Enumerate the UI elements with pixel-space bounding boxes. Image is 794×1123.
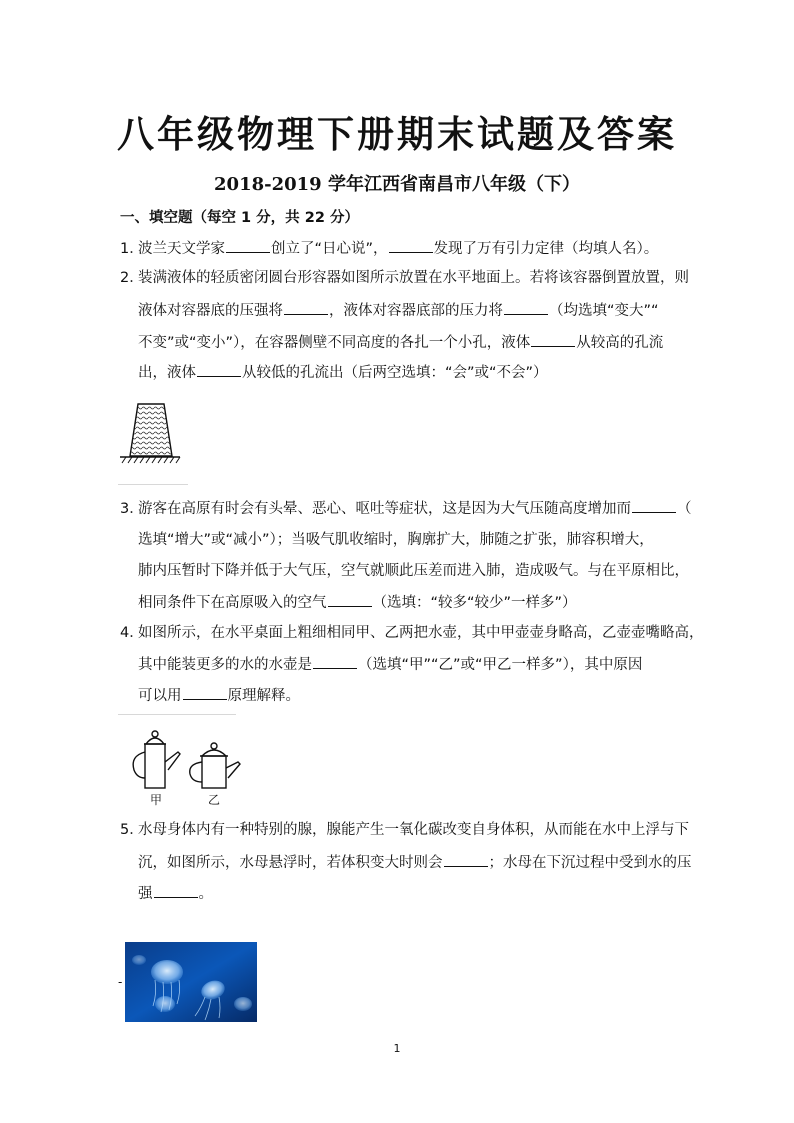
question-1: 1．波兰天文学家 创立了“日心说”， 发现了万有引力定律（均填人名）。 (120, 238, 658, 259)
question-4-line-2: 其中能装更多的水的水壶是 （选填“甲”“乙”或“甲乙一样多”），其中原因 (138, 654, 642, 675)
stray-mark: - (118, 975, 123, 989)
answer-blank (154, 883, 198, 898)
question-2-line-2: 液体对容器底的压强将 ，液体对容器底部的压力将 （均选填“变大”“ (138, 300, 659, 321)
page-title: 八年级物理下册期末试题及答案 (117, 112, 677, 156)
question-number: 4． (120, 625, 144, 641)
question-3-line-3: 肺内压暂时下降并低于大气压，空气就顺此压差而进入肺，造成吸气。与在平原相比， (138, 563, 689, 579)
answer-blank (226, 238, 270, 253)
question-5-line-1: 5．水母身体内有一种特别的腺，腺能产生一氧化碳改变自身体积，从而能在水中上浮与下 (120, 822, 689, 838)
question-2-line-3: 不变”或“变小”），在容器侧壁不同高度的各扎一个小孔，液体 从较高的孔流 (138, 332, 663, 353)
question-4-line-3: 可以用 原理解释。 (138, 685, 300, 706)
label-kettle-yi: 乙 (208, 793, 221, 807)
kettles-figure (124, 726, 244, 808)
question-5-line-2: 沉，如图所示，水母悬浮时，若体积变大时则会 ；水母在下沉过程中受到水的压 (138, 852, 692, 873)
divider (118, 484, 188, 485)
page-subtitle: 2018-2019 学年江西省南昌市八年级（下） (214, 174, 580, 195)
question-4-line-1: 4．如图所示，在水平桌面上粗细相同甲、乙两把水壶，其中甲壶壶身略高，乙壶壶嘴略高， (120, 625, 704, 641)
question-3-line-1: 3．游客在高原有时会有头晕、恶心、呕吐等症状，这是因为大气压随高度增加而 （ (120, 498, 692, 519)
answer-blank (183, 685, 227, 700)
question-3-line-4: 相同条件下在高原吸入的空气 （选填：“较多“较少”一样多”） (138, 592, 577, 613)
page-number: 1 (393, 1042, 401, 1055)
answer-blank (389, 238, 433, 253)
question-number: 1． (120, 241, 144, 257)
label-kettle-jia: 甲 (150, 793, 163, 807)
answer-blank (632, 498, 676, 513)
answer-blank (504, 300, 548, 315)
answer-blank (197, 362, 241, 377)
divider (118, 714, 236, 715)
answer-blank (531, 332, 575, 347)
jellyfish-photo (125, 942, 257, 1022)
frustum-container-figure (118, 400, 188, 466)
question-number: 3． (120, 501, 144, 517)
answer-blank (444, 852, 488, 867)
section-heading-fill-blank: 一、填空题（每空 1 分，共 22 分） (120, 210, 359, 226)
question-number: 2． (120, 270, 144, 286)
question-2-line-4: 出，液体 从较低的孔流出（后两空选填：“会”或“不会”） (138, 362, 548, 383)
question-3-line-2: 选填“增大”或“减小”）；当吸气肌收缩时，胸廓扩大，肺随之扩张，肺容积增大， (138, 532, 654, 548)
answer-blank (284, 300, 328, 315)
answer-blank (328, 592, 372, 607)
question-number: 5． (120, 822, 144, 838)
question-2-line-1: 2．装满液体的轻质密闭圆台形容器如图所示放置在水平地面上。若将该容器倒置放置，则 (120, 270, 689, 286)
answer-blank (313, 654, 357, 669)
question-5-line-3: 强 。 (138, 883, 213, 904)
